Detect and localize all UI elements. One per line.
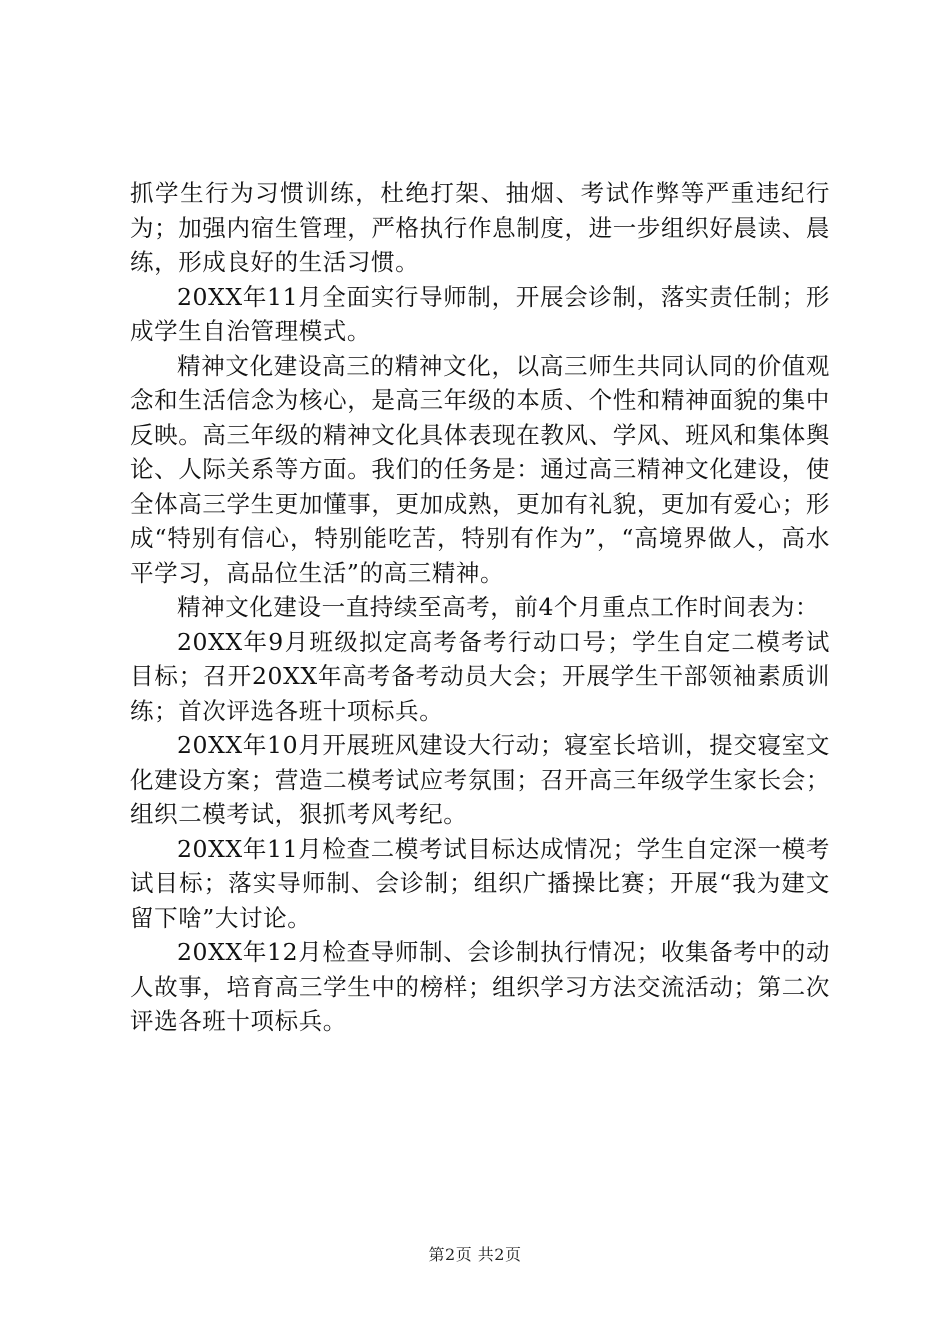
paragraph-continuation: 抓学生行为习惯训练，杜绝打架、抽烟、考试作弊等严重违纪行为；加强内宿生管理，严格执行作息制度，进一步组织好晨读、晨练，形成良好的生活习惯。 — [130, 179, 830, 276]
paragraph-september: 20XX年9月班级拟定高考备考行动口号；学生自定二模考试目标；召开20XX年高考备考动员大会；开展学生干部领袖素质训练；首次评选各班十项标兵。 — [130, 627, 830, 725]
paragraph-november: 20XX年11月检查二模考试目标达成情况；学生自定深一模考试目标；落实导师制、会诊制；组织广播操比赛；开展“我为建文留下啥”大讨论。 — [130, 834, 830, 932]
paragraph-october: 20XX年10月开展班风建设大行动；寝室长培训，提交寝室文化建设方案；营造二模考试应考氛围；召开高三年级学生家长会；组织二模考试，狠抓考风考纪。 — [130, 731, 830, 828]
paragraph-december: 20XX年12月检查导师制、会诊制执行情况；收集备考中的动人故事，培育高三学生中的榜样；组织学习方法交流活动；第二次评选各班十项标兵。 — [130, 938, 830, 1035]
paragraph-spirit-culture: 精神文化建设高三的精神文化，以高三师生共同认同的价值观念和生活信念为核心，是高三年级的本质、个性和精神面貌的集中反映。高三年级的精神文化具体表现在教风、学风、班风和集体舆论、人际关系等方面。我们的任务是：通过高三精神文化建设，使全体高三学生更加懂事，更加成熟，更加有礼貌，更加有爱心；形成“特别有信心，特别能吃苦，特别有作为”，“高境界做人，高水平学习，高品位生活”的高三精神。 — [130, 351, 830, 587]
page-footer — [0, 1244, 950, 1266]
document-body — [130, 176, 830, 1039]
paragraph-november-mentor: 20XX年11月全面实行导师制，开展会诊制，落实责任制；形成学生自治管理模式。 — [130, 282, 830, 345]
page-number: 第2页 共2页 — [428, 1245, 522, 1264]
paragraph-schedule-intro: 精神文化建设一直持续至高考，前4个月重点工作时间表为： — [177, 593, 820, 621]
